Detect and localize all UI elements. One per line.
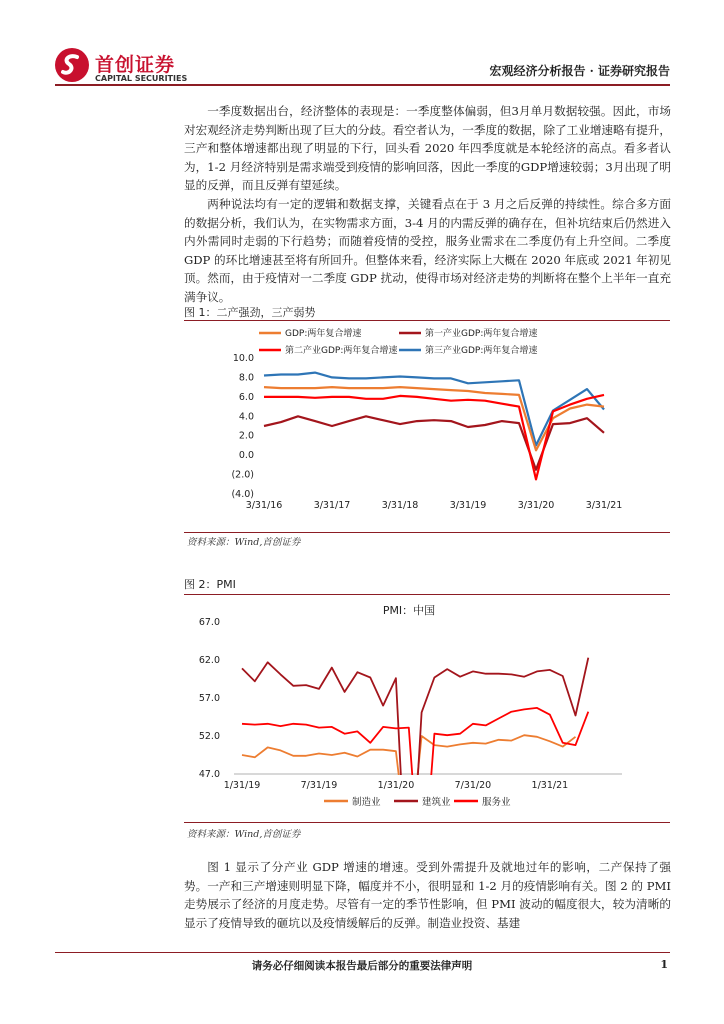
- series-line-1: [242, 735, 576, 822]
- y-tick-label: 47.0: [198, 769, 220, 780]
- figure2-chart: [184, 596, 670, 822]
- logo-text-en: CAPITAL SECURITIES: [95, 74, 188, 83]
- figure2-bottom-rule: [184, 822, 670, 823]
- series-line-3: [242, 708, 588, 822]
- footer-disclaimer: 请务必仔细阅读本报告最后部分的重要法律声明: [251, 960, 473, 972]
- logo-mark-icon: [55, 48, 89, 82]
- legend-label-4: 第三产业GDP:两年复合增速: [425, 346, 538, 356]
- x-tick-label: 1/31/20: [377, 780, 415, 791]
- page-number: 1: [660, 958, 668, 971]
- header-divider: [55, 84, 670, 86]
- legend-label-1: GDP:两年复合增速: [285, 329, 362, 339]
- x-tick-label: 3/31/20: [517, 500, 555, 511]
- y-tick-label: 6.0: [238, 391, 254, 403]
- chart-title: PMI：中国: [382, 604, 436, 617]
- report-header-title: 宏观经济分析报告 · 证券研究报告: [489, 64, 670, 78]
- paragraph-3: 图 1 显示了分产业 GDP 增速的增速。受到外需提升及就地过年的影响，二产保持了强势。一产和三产增速则明显下降，幅度并不小，很明显和 1-2 月的疫情影响有关。图 2 的 PMI 走势展示了经济的月度走势。尽管有一定的季节性影响，但 PMI 波动的幅度很大，较为清晰的显示了疫情导致的砸坑以及疫情缓解后的反弹。制造业投资、基建: [184, 860, 671, 930]
- y-tick-label: 4.0: [238, 411, 254, 423]
- series-line-3: [264, 395, 604, 480]
- y-tick-label: 57.0: [198, 693, 220, 704]
- legend-label-2: 建筑业: [422, 797, 451, 808]
- figure1-bottom-rule: [184, 532, 670, 533]
- series-line-4: [264, 373, 604, 446]
- x-tick-label: 7/31/20: [454, 780, 492, 791]
- figure1-title: 图 1：二产强劲，三产弱势: [184, 306, 316, 319]
- company-logo: [55, 48, 195, 88]
- figure2-top-rule: [184, 594, 670, 595]
- figure2-source: 资料来源：Wind,首创证券: [187, 829, 301, 840]
- y-tick-label: 10.0: [232, 353, 254, 364]
- x-tick-label: 1/31/21: [531, 780, 569, 791]
- figure1-source: 资料来源：Wind,首创证券: [187, 537, 301, 548]
- x-tick-label: 3/31/19: [449, 500, 487, 511]
- series-line-2: [242, 658, 588, 822]
- y-tick-label: (4.0): [231, 489, 254, 500]
- legend-label-3: 服务业: [482, 797, 511, 808]
- paragraph-1: 一季度数据出台，经济整体的表现是：一季度整体偏弱，但3月单月数据较强。因此，市场对宏观经济走势判断出现了巨大的分歧。看空者认为，一季度的数据，除了工业增速略有提升，三产和整体增速都出现了明显的下行，回头看 2020 年四季度就是本轮经济的高点。看多者认为，1-2 月经济特别是需求端受到疫情的影响回落，因此一季度的GDP增速较弱；3月出现了明显的反弹，而且反弹有望延续。: [184, 104, 671, 193]
- y-tick-label: (2.0): [231, 469, 254, 481]
- y-tick-label: 8.0: [238, 372, 254, 384]
- y-tick-label: 67.0: [198, 617, 220, 628]
- figure1-top-rule: [184, 320, 670, 321]
- figure1-chart: [184, 322, 670, 532]
- x-tick-label: 7/31/19: [300, 780, 338, 791]
- y-tick-label: 2.0: [238, 430, 254, 442]
- y-tick-label: 52.0: [198, 731, 220, 742]
- y-tick-label: 0.0: [238, 450, 254, 462]
- series-line-1: [264, 387, 604, 450]
- x-tick-label: 3/31/17: [313, 500, 351, 511]
- series-line-2: [264, 416, 604, 469]
- x-tick-label: 3/31/21: [585, 500, 623, 511]
- paragraph-2: 两种说法均有一定的逻辑和数据支撑，关键看点在于 3 月之后反弹的持续性。综合多方面的数据分析，我们认为，在实物需求方面，3-4 月的内需反弹的确存在，但补坑结束后仍然进入内外需同时走弱的下行趋势；而随着疫情的受控，服务业需求在二季度仍有上升空间。二季度 GDP 的环比增速甚至将有所回升。但整体来看，经济实际上大概在 2020 年底或 2021 年初见顶。然而，由于疫情对一二季度 GDP 扰动，使得市场对经济走势的判断将在整个上半年一直充满争议。: [184, 197, 671, 304]
- legend-label-1: 制造业: [352, 797, 381, 808]
- x-tick-label: 1/31/19: [223, 780, 261, 791]
- footer-divider: [55, 952, 670, 953]
- legend-label-2: 第一产业GDP:两年复合增速: [425, 329, 538, 339]
- x-tick-label: 3/31/16: [245, 500, 283, 511]
- logo-text-cn: 首创证券: [95, 54, 176, 76]
- y-tick-label: 62.0: [198, 655, 220, 666]
- x-tick-label: 3/31/18: [381, 500, 419, 511]
- figure2-title: 图 2：PMI: [184, 578, 236, 591]
- legend-label-3: 第二产业GDP:两年复合增速: [285, 346, 398, 356]
